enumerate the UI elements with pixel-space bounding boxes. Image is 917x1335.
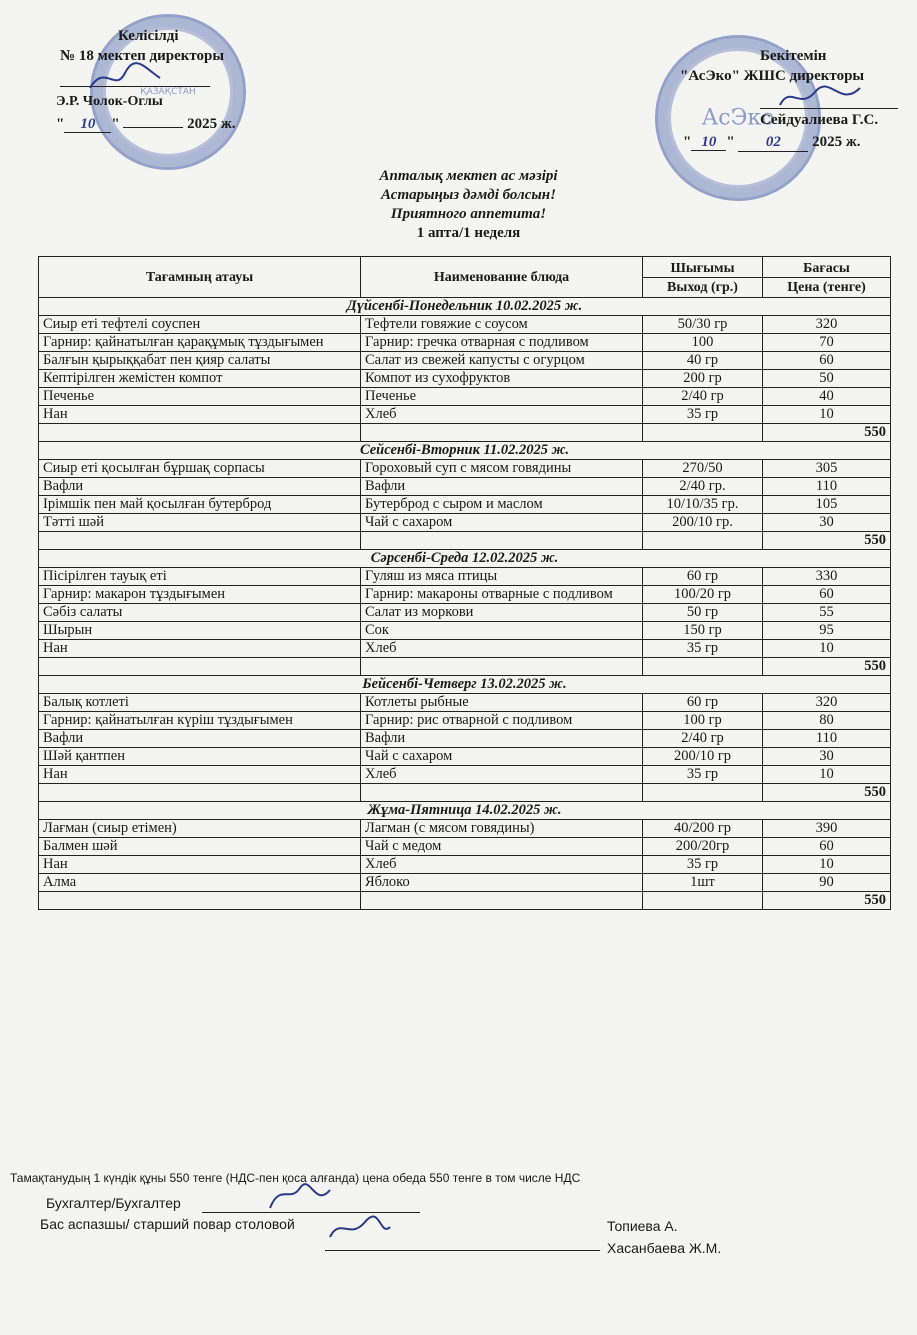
dish-yield: 35 гр	[643, 766, 763, 784]
dish-yield: 40 гр	[643, 352, 763, 370]
right-director-name: Сейдуалиева Г.С.	[760, 112, 879, 128]
dish-price: 40	[763, 388, 891, 406]
menu-item-row	[39, 766, 891, 784]
day-total-row	[39, 532, 891, 550]
column-header-name-ru: Наименование блюда	[361, 257, 643, 298]
dish-price: 90	[763, 874, 891, 892]
title-line-3: Приятного аппетита!	[390, 206, 547, 222]
empty-cell	[361, 532, 643, 550]
dish-price: 320	[763, 694, 891, 712]
empty-cell	[361, 784, 643, 802]
menu-item-row	[39, 604, 891, 622]
dish-name-kz: Шырын	[39, 622, 361, 640]
dish-name-ru: Яблоко	[361, 874, 643, 892]
dish-name-kz: Алма	[39, 874, 361, 892]
day-total-row	[39, 892, 891, 910]
menu-item-row	[39, 694, 891, 712]
dish-name-ru: Гарнир: гречка отварная с подливом	[361, 334, 643, 352]
dish-price: 110	[763, 730, 891, 748]
dish-name-ru: Салат из свежей капусты с огурцом	[361, 352, 643, 370]
dish-name-kz: Печенье	[39, 388, 361, 406]
dish-name-kz: Балық котлеті	[39, 694, 361, 712]
accountant-label: Бухгалтер/Бухгалтер	[46, 1195, 181, 1211]
dish-yield: 200/10 гр.	[643, 514, 763, 532]
right-director-signature	[775, 80, 865, 116]
dish-name-kz: Сиыр еті тефтелі соуспен	[39, 316, 361, 334]
dish-name-ru: Хлеб	[361, 640, 643, 658]
menu-item-row	[39, 370, 891, 388]
dish-price: 390	[763, 820, 891, 838]
dish-price: 105	[763, 496, 891, 514]
dish-name-ru: Салат из моркови	[361, 604, 643, 622]
menu-item-row	[39, 748, 891, 766]
dish-name-kz: Сиыр еті қосылған бұршақ сорпасы	[39, 460, 361, 478]
dish-name-kz: Тәтті шәй	[39, 514, 361, 532]
left-date-year: 2025 ж.	[187, 116, 236, 132]
dish-name-kz: Шәй қантпен	[39, 748, 361, 766]
right-approved-label: Бекітемін	[760, 48, 827, 64]
day-title: Сәрсенбі-Среда 12.02.2025 ж.	[39, 550, 891, 568]
dish-price: 10	[763, 406, 891, 424]
dish-yield: 100/20 гр	[643, 586, 763, 604]
left-date-blank	[123, 127, 183, 128]
dish-name-kz: Балғын қырыққабат пен қияр салаты	[39, 352, 361, 370]
dish-name-ru: Чай с медом	[361, 838, 643, 856]
dish-yield: 2/40 гр	[643, 730, 763, 748]
dish-price: 55	[763, 604, 891, 622]
dish-name-ru: Сок	[361, 622, 643, 640]
menu-item-row	[39, 316, 891, 334]
day-heading-row	[39, 550, 891, 568]
right-seal-core: АсЭко	[701, 105, 775, 131]
column-header-price-ru: Цена (тенге)	[763, 277, 891, 298]
menu-item-row	[39, 730, 891, 748]
right-date-quote-close: "	[726, 134, 735, 150]
dish-yield: 1шт	[643, 874, 763, 892]
menu-item-row	[39, 406, 891, 424]
empty-cell	[39, 658, 361, 676]
left-seal-core: ҚАЗАҚСТАН	[140, 87, 196, 97]
dish-price: 30	[763, 748, 891, 766]
left-director-name: Э.Р. Чолок-Оглы	[56, 94, 163, 109]
right-company-director: "АсЭко" ЖШС директоры	[680, 68, 865, 84]
column-header-yield-kz: Шығымы	[643, 257, 763, 278]
right-date-month: 02	[738, 134, 808, 152]
dish-yield: 100	[643, 334, 763, 352]
empty-cell	[39, 892, 361, 910]
day-total: 550	[763, 424, 891, 442]
empty-cell	[39, 784, 361, 802]
dish-name-kz: Лағман (сиыр етімен)	[39, 820, 361, 838]
dish-name-ru: Чай с сахаром	[361, 748, 643, 766]
dish-name-ru: Хлеб	[361, 766, 643, 784]
day-title: Дүйсенбі-Понедельник 10.02.2025 ж.	[39, 298, 891, 316]
dish-name-ru: Хлеб	[361, 856, 643, 874]
left-agreed-label: Келісілді	[118, 28, 179, 44]
dish-price: 305	[763, 460, 891, 478]
day-total: 550	[763, 532, 891, 550]
dish-name-kz: Гарнир: қайнатылған күріш тұздығымен	[39, 712, 361, 730]
menu-body	[39, 298, 891, 910]
dish-price: 50	[763, 370, 891, 388]
dish-price: 60	[763, 586, 891, 604]
empty-cell	[643, 424, 763, 442]
dish-yield: 10/10/35 гр.	[643, 496, 763, 514]
empty-cell	[361, 892, 643, 910]
dish-name-ru: Бутерброд с сыром и маслом	[361, 496, 643, 514]
dish-name-ru: Гуляш из мяса птицы	[361, 568, 643, 586]
dish-price: 95	[763, 622, 891, 640]
dish-name-kz: Вафли	[39, 478, 361, 496]
dish-name-kz: Сәбіз салаты	[39, 604, 361, 622]
left-date-day: 10	[64, 116, 111, 133]
dish-yield: 2/40 гр.	[643, 478, 763, 496]
chef-signature-line	[325, 1250, 600, 1251]
dish-name-kz: Гарнир: қайнатылған қарақұмық тұздығымен	[39, 334, 361, 352]
right-date-day: 10	[691, 134, 726, 151]
menu-item-row	[39, 856, 891, 874]
dish-name-ru: Вафли	[361, 730, 643, 748]
dish-price: 110	[763, 478, 891, 496]
dish-yield: 200/20гр	[643, 838, 763, 856]
dish-name-ru: Гарнир: рис отварной с подливом	[361, 712, 643, 730]
day-total: 550	[763, 784, 891, 802]
menu-item-row	[39, 460, 891, 478]
dish-name-ru: Компот из сухофруктов	[361, 370, 643, 388]
dish-name-kz: Нан	[39, 406, 361, 424]
dish-price: 10	[763, 856, 891, 874]
dish-name-kz: Нан	[39, 640, 361, 658]
empty-cell	[39, 424, 361, 442]
menu-item-row	[39, 514, 891, 532]
menu-item-row	[39, 568, 891, 586]
dish-name-kz: Ірімшік пен май қосылған бутерброд	[39, 496, 361, 514]
empty-cell	[643, 658, 763, 676]
dish-price: 10	[763, 766, 891, 784]
dish-yield: 50/30 гр	[643, 316, 763, 334]
dish-name-kz: Вафли	[39, 730, 361, 748]
dish-price: 60	[763, 838, 891, 856]
left-date-quote-open: "	[56, 116, 65, 132]
day-heading-row	[39, 298, 891, 316]
dish-price: 10	[763, 640, 891, 658]
dish-name-kz: Нан	[39, 856, 361, 874]
menu-item-row	[39, 640, 891, 658]
chef-name: Хасанбаева Ж.М.	[607, 1240, 722, 1256]
dish-name-ru: Хлеб	[361, 406, 643, 424]
menu-item-row	[39, 496, 891, 514]
dish-price: 30	[763, 514, 891, 532]
empty-cell	[361, 424, 643, 442]
chef-label: Бас аспазшы/ старший повар столовой	[40, 1216, 295, 1232]
dish-name-kz: Нан	[39, 766, 361, 784]
dish-yield: 270/50	[643, 460, 763, 478]
chef-signature	[325, 1212, 395, 1246]
left-date-quote-close: "	[111, 116, 120, 132]
dish-price: 70	[763, 334, 891, 352]
title-line-2: Астарыңыз дәмді болсын!	[381, 187, 556, 203]
dish-name-kz: Кептірілген жемістен компот	[39, 370, 361, 388]
dish-name-ru: Вафли	[361, 478, 643, 496]
dish-yield: 2/40 гр	[643, 388, 763, 406]
menu-item-row	[39, 586, 891, 604]
left-date	[56, 116, 236, 133]
table-header-row	[39, 257, 891, 278]
menu-item-row	[39, 820, 891, 838]
dish-name-kz: Балмен шәй	[39, 838, 361, 856]
dish-yield: 150 гр	[643, 622, 763, 640]
dish-name-kz: Пісірілген тауық еті	[39, 568, 361, 586]
dish-price: 320	[763, 316, 891, 334]
dish-name-ru: Лагман (с мясом говядины)	[361, 820, 643, 838]
day-total-row	[39, 658, 891, 676]
day-heading-row	[39, 802, 891, 820]
day-total-row	[39, 784, 891, 802]
column-header-yield-ru: Выход (гр.)	[643, 277, 763, 298]
menu-item-row	[39, 334, 891, 352]
menu-item-row	[39, 478, 891, 496]
footnote: Тамақтанудың 1 күндік құны 550 тенге (НДС-пен қоса алғанда) цена обеда 550 тенге в том числе НДС	[10, 1171, 581, 1185]
day-title: Жұма-Пятница 14.02.2025 ж.	[39, 802, 891, 820]
day-heading-row	[39, 442, 891, 460]
dish-name-ru: Гороховый суп с мясом говядины	[361, 460, 643, 478]
title-line-4: 1 апта/1 неделя	[416, 225, 521, 241]
day-total-row	[39, 424, 891, 442]
dish-name-ru: Чай с сахаром	[361, 514, 643, 532]
menu-item-row	[39, 388, 891, 406]
dish-price: 330	[763, 568, 891, 586]
menu-item-row	[39, 838, 891, 856]
dish-price: 80	[763, 712, 891, 730]
right-date	[683, 134, 861, 152]
day-title: Бейсенбі-Четверг 13.02.2025 ж.	[39, 676, 891, 694]
dish-yield: 35 гр	[643, 856, 763, 874]
left-director-signature	[85, 58, 165, 98]
empty-cell	[39, 532, 361, 550]
dish-name-ru: Печенье	[361, 388, 643, 406]
empty-cell	[643, 532, 763, 550]
dish-yield: 35 гр	[643, 406, 763, 424]
dish-name-ru: Тефтели говяжие с соусом	[361, 316, 643, 334]
dish-yield: 100 гр	[643, 712, 763, 730]
dish-name-ru: Котлеты рыбные	[361, 694, 643, 712]
title-line-1: Апталық мектеп ас мәзірі	[379, 168, 558, 184]
dish-yield: 200/10 гр	[643, 748, 763, 766]
menu-item-row	[39, 712, 891, 730]
right-date-year: 2025 ж.	[812, 134, 861, 150]
day-total: 550	[763, 658, 891, 676]
column-header-name-kz: Тағамның атауы	[39, 257, 361, 298]
dish-name-ru: Гарнир: макароны отварные с подливом	[361, 586, 643, 604]
dish-yield: 200 гр	[643, 370, 763, 388]
day-title: Сейсенбі-Вторник 11.02.2025 ж.	[39, 442, 891, 460]
menu-item-row	[39, 352, 891, 370]
weekly-menu-table	[38, 256, 891, 910]
dish-yield: 40/200 гр	[643, 820, 763, 838]
day-total: 550	[763, 892, 891, 910]
menu-item-row	[39, 622, 891, 640]
empty-cell	[361, 658, 643, 676]
menu-item-row	[39, 874, 891, 892]
dish-name-kz: Гарнир: макарон тұздығымен	[39, 586, 361, 604]
day-heading-row	[39, 676, 891, 694]
empty-cell	[643, 784, 763, 802]
dish-yield: 35 гр	[643, 640, 763, 658]
column-header-price-kz: Бағасы	[763, 257, 891, 278]
dish-yield: 60 гр	[643, 568, 763, 586]
accountant-name: Топиева А.	[607, 1218, 678, 1234]
right-date-quote-open: "	[683, 134, 692, 150]
dish-price: 60	[763, 352, 891, 370]
empty-cell	[643, 892, 763, 910]
left-school-director: № 18 мектеп директоры	[60, 48, 225, 64]
dish-yield: 50 гр	[643, 604, 763, 622]
dish-yield: 60 гр	[643, 694, 763, 712]
